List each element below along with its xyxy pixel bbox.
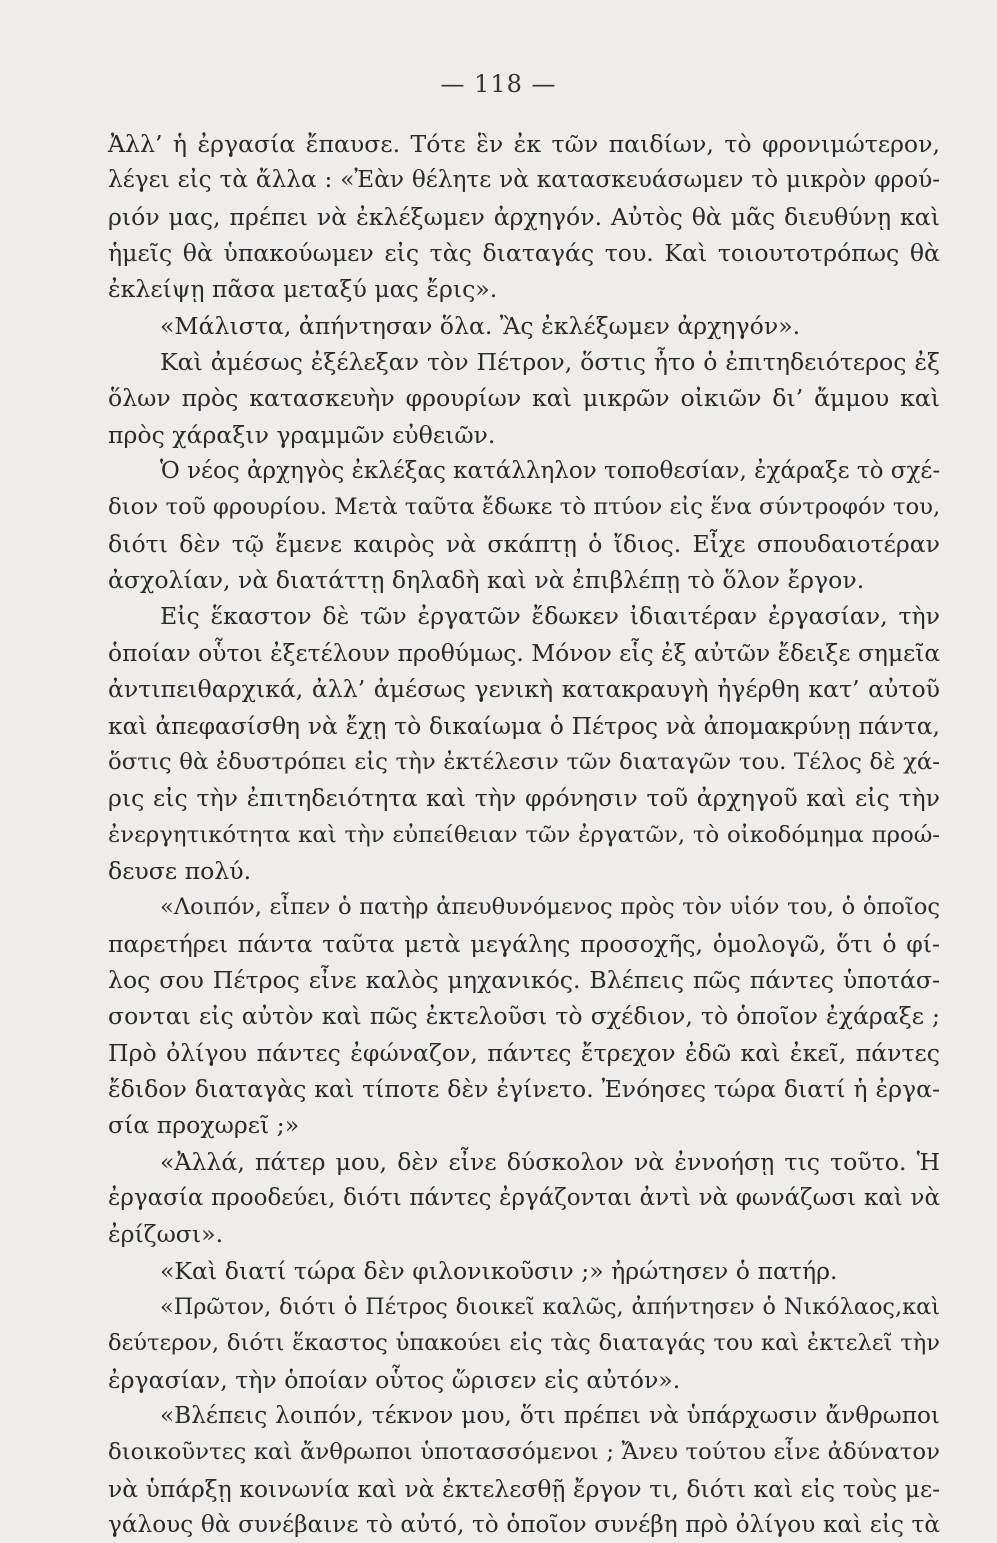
text-line: Εἰς ἕκαστον δὲ τῶν ἐργατῶν ἔδωκεν ἰδιαιτέραν ἐργασίαν, τὴν bbox=[160, 602, 940, 631]
text-line: σονται εἰς αὐτὸν καὶ πῶς ἐκτελοῦσι τὸ σχέδιον, τὸ ὁποῖον ἐχάραξε ; bbox=[108, 1002, 940, 1031]
text-line: ἡμεῖς θὰ ὑπακούωμεν εἰς τὰς διαταγάς του. Καὶ τοιουτοτρόπως θὰ bbox=[108, 239, 940, 268]
text-line: ἀντιπειθαρχικά, ἀλλ’ ἀμέσως γενικὴ κατακραυγὴ ἠγέρθη κατ’ αὐτοῦ bbox=[108, 675, 940, 704]
text-line: «Λοιπόν, εἶπεν ὁ πατὴρ ἀπευθυνόμενος πρὸς τὸν υἱόν του, ὁ ὁποῖος bbox=[160, 894, 940, 921]
text-line: λος σου Πέτρος εἶνε καλὸς μηχανικός. Βλέπεις πῶς πάντες ὑποτάσ- bbox=[108, 965, 940, 994]
text-line: Καὶ ἀμέσως ἐξέλεξαν τὸν Πέτρον, ὅστις ἦτο ὁ ἐπιτηδειότερος ἐξ bbox=[160, 348, 940, 377]
text-line: «Καὶ διατί τώρα δὲν φιλονικοῦσιν ;» ἠρώτησεν ὁ πατήρ. bbox=[160, 1256, 838, 1285]
text-line: λέγει εἰς τὰ ἄλλα : «Ἐὰν θέλητε νὰ κατασκευάσωμεν τὸ μικρὸν φρού- bbox=[108, 166, 940, 194]
text-line: νὰ ὑπάρξῃ κοινωνία καὶ νὰ ἐκτελεσθῇ ἔργον τι, διότι καὶ εἰς τοὺς με- bbox=[108, 1474, 940, 1503]
text-line: διον τοῦ φρουρίου. Μετὰ ταῦτα ἔδωκε τὸ πτύον εἰς ἕνα σύντροφόν του, bbox=[108, 494, 941, 521]
text-line: ἐρίζωσι». bbox=[108, 1220, 224, 1249]
body-text bbox=[108, 126, 940, 1543]
text-line: ἐκλείψῃ πᾶσα μεταξύ μας ἔρις». bbox=[108, 275, 498, 304]
text-line: παρετήρει πάντα ταῦτα μετὰ μεγάλης προσοχῆς, ὁμολογῶ, ὅτι ὁ φί- bbox=[108, 929, 940, 958]
text-line: ριόν μας, πρέπει νὰ ἐκλέξωμεν ἀρχηγόν. Αὐτὸς θὰ μᾶς διευθύνῃ καὶ bbox=[108, 202, 940, 231]
text-line: ὅστις θὰ ἐδυστρόπει εἰς τὴν ἐκτέλεσιν τῶν διαταγῶν του. Τέλος δὲ χά- bbox=[108, 748, 940, 775]
text-line: «Μάλιστα, ἀπήντησαν ὅλα. Ἂς ἐκλέξωμεν ἀρχηγόν». bbox=[160, 311, 801, 340]
text-line: ἀσχολίαν, νὰ διατάττῃ δηλαδὴ καὶ νὰ ἐπιβλέπῃ τὸ ὅλον ἔργον. bbox=[108, 566, 865, 595]
text-line: ὅλων πρὸς κατασκευὴν φρουρίων καὶ μικρῶν οἰκιῶν δι’ ἄμμου καὶ bbox=[108, 384, 940, 413]
text-line: ἐνεργητικότητα καὶ τὴν εὐπείθειαν τῶν ἐργατῶν, τὸ οἰκοδόμημα προώ- bbox=[108, 821, 940, 848]
text-line: καὶ ἀπεφασίσθη νὰ ἔχῃ τὸ δικαίωμα ὁ Πέτρος νὰ ἀπομακρύνῃ πάντα, bbox=[108, 711, 940, 740]
text-line: ἐργασίαν, τὴν ὁποίαν οὗτος ὥρισεν εἰς αὐτόν». bbox=[108, 1365, 681, 1394]
text-line: διοικοῦντες καὶ ἄνθρωποι ὑποτασσόμενοι ; Ἄνευ τούτου εἶνε ἀδύνατον bbox=[108, 1439, 940, 1466]
text-line: «Πρῶτον, διότι ὁ Πέτρος διοικεῖ καλῶς, ἀπήντησεν ὁ Νικόλαος,καὶ bbox=[160, 1294, 940, 1320]
text-line: δεύτερον, διότι ἕκαστος ὑπακούει εἰς τὰς διαταγάς του καὶ ἐκτελεῖ τὴν bbox=[108, 1330, 940, 1357]
text-line: διότι δὲν τῷ ἔμενε καιρὸς νὰ σκάπτῃ ὁ ἴδιος. Εἶχε σπουδαιοτέραν bbox=[108, 529, 940, 558]
text-line: ὁποίαν οὗτοι ἐξετέλουν προθύμως. Μόνον εἷς ἐξ αὐτῶν ἔδειξε σημεῖα bbox=[108, 638, 941, 667]
text-line: ἐργασία προοδεύει, διότι πάντες ἐργάζονται ἀντὶ νὰ φωνάζωσι καὶ νὰ bbox=[108, 1184, 940, 1211]
text-line: ἔδιδον διαταγὰς καὶ τίποτε δὲν ἐγίνετο. Ἐνόησες τώρα διατί ἡ ἐργα- bbox=[108, 1074, 940, 1103]
text-line: πρὸς χάραξιν γραμμῶν εὐθειῶν. bbox=[108, 420, 496, 449]
text-line: Πρὸ ὀλίγου πάντες ἐφώναζον, πάντες ἔτρεχον ἐδῶ καὶ ἐκεῖ, πάντες bbox=[108, 1038, 940, 1067]
text-line: Ἀλλ’ ἡ ἐργασία ἔπαυσε. Τότε ἓν ἐκ τῶν παιδίων, τὸ φρονιμώτερον, bbox=[108, 130, 940, 158]
text-line: γάλους θὰ συνέβαινε τὸ αὐτό, τὸ ὁποῖον συνέβη πρὸ ὀλίγου καὶ εἰς τὰ bbox=[108, 1511, 940, 1539]
text-line: σία προχωρεῖ ;» bbox=[108, 1111, 300, 1140]
text-line: ρις εἰς τὴν ἐπιτηδειότητα καὶ τὴν φρόνησιν τοῦ ἀρχηγοῦ καὶ εἰς τὴν bbox=[108, 784, 940, 813]
text-line: δευσε πολύ. bbox=[108, 856, 252, 885]
text-line: «Ἀλλά, πάτερ μου, δὲν εἶνε δύσκολον νὰ ἐννοήσῃ τις τοῦτο. Ἡ bbox=[160, 1147, 940, 1176]
page-number: — 118 — bbox=[440, 70, 557, 98]
text-line: «Βλέπεις λοιπόν, τέκνον μου, ὅτι πρέπει νὰ ὑπάρχωσιν ἄνθρωποι bbox=[160, 1402, 940, 1430]
text-line: Ὁ νέος ἀρχηγὸς ἐκλέξας κατάλληλον τοποθεσίαν, ἐχάραξε τὸ σχέ- bbox=[160, 458, 941, 485]
